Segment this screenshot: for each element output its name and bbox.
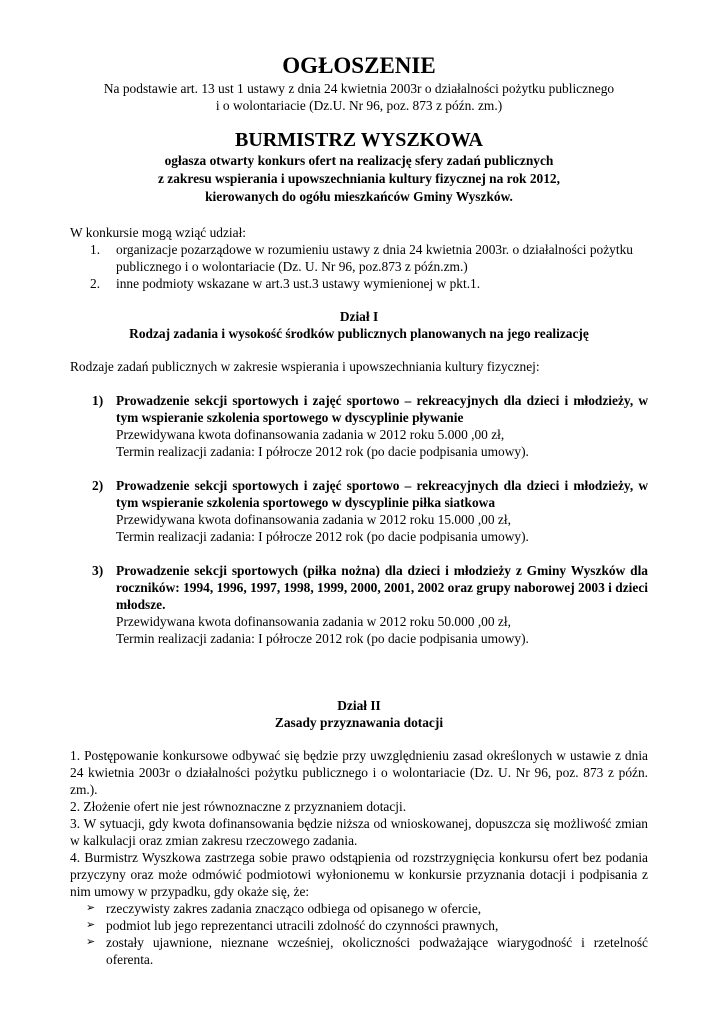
participant-text: inne podmioty wskazane w art.3 ust.3 ustawy wymienionej w pkt.1.	[116, 276, 481, 291]
participant-item	[70, 241, 648, 275]
task-title: Prowadzenie sekcji sportowych i zajęć sportowo – rekreacyjnych dla dzieci i młodzieży, w tym wspieranie szkolenia sportowego w dyscyplinie pływanie	[116, 393, 648, 425]
tasks-intro: Rodzaje zadań publicznych w zakresie wspierania i upowszechniania kultury fizycznej:	[70, 359, 540, 374]
task-deadline: Termin realizacji zadania: I półrocze 2012 rok (po dacie podpisania umowy).	[116, 444, 529, 459]
document-page	[70, 52, 648, 968]
task-deadline: Termin realizacji zadania: I półrocze 2012 rok (po dacie podpisania umowy).	[116, 529, 529, 544]
participant-item	[70, 275, 648, 292]
authority-name: BURMISTRZ WYSZKOWA	[234, 129, 484, 151]
participants-list	[70, 241, 648, 292]
rule-item: 1. Postępowanie konkursowe odbywać się będzie przy uwzględnieniu zasad określonych w ustawie z dnia 24 kwietnia 2003r o działalności pożytku publicznego i o wolontariacie (Dz. U. Nr 96, poz. 873 z późn. zm.).	[70, 748, 648, 797]
participants-intro: W konkursie mogą wziąć udział:	[70, 225, 247, 240]
task-number: 3)	[92, 563, 104, 578]
legal-basis-line-2: i o wolontariacie (Dz.U. Nr 96, poz. 873 z późn. zm.)	[215, 98, 503, 113]
arrow-bullet-icon: ➢	[86, 919, 96, 931]
rules-list	[70, 747, 648, 900]
bullet-text: podmiot lub jego reprezentanci utracili zdolność do czynności prawnych,	[106, 918, 499, 933]
task-amount: Przewidywana kwota dofinansowania zadania w 2012 roku 5.000 ,00 zł,	[116, 427, 505, 442]
bullet-item	[70, 900, 648, 917]
document-title: OGŁOSZENIE	[282, 53, 436, 78]
arrow-bullet-icon: ➢	[86, 902, 96, 914]
task-number: 1)	[92, 393, 104, 408]
task-title: Prowadzenie sekcji sportowych (piłka nożna) dla dzieci i młodzieży z Gminy Wyszków dla roczników: 1994, 1996, 1997, 1998, 1999, 2000, 2001, 2002 oraz grupy naborowej 2003 i dzieci młodsze.	[116, 563, 648, 612]
section1-heading: Dział I	[339, 309, 379, 324]
legal-basis-line-1: Na podstawie art. 13 ust 1 ustawy z dnia 24 kwietnia 2003r o działalności pożytku publicznego	[103, 81, 615, 96]
rule-item: 4. Burmistrz Wyszkowa zastrzega sobie prawo odstąpienia od rozstrzygnięcia konkursu ofert bez podania przyczyny oraz może odmówić podmiotowi wyłonionemu w konkursie przyznania dotacji i podpisania z nim umowy w przypadku, gdy okaże się, że:	[70, 850, 648, 899]
task-item	[70, 477, 648, 545]
announcement-line-1: ogłasza otwarty konkurs ofert na realizację sfery zadań publicznych	[164, 153, 554, 168]
task-item	[70, 392, 648, 460]
participant-number: 1.	[90, 242, 101, 257]
task-number: 2)	[92, 478, 104, 493]
rule-item: 2. Złożenie ofert nie jest równoznaczne z przyznaniem dotacji.	[70, 799, 407, 814]
task-amount: Przewidywana kwota dofinansowania zadania w 2012 roku 50.000 ,00 zł,	[116, 614, 511, 629]
participant-text: organizacje pozarządowe w rozumieniu ustawy z dnia 24 kwietnia 2003r. o działalności pożytku publicznego i o wolontariacie (Dz. U. Nr 96, poz.873 z późn.zm.)	[116, 242, 633, 274]
task-amount: Przewidywana kwota dofinansowania zadania w 2012 roku 15.000 ,00 zł,	[116, 512, 511, 527]
bullet-item	[70, 934, 648, 968]
participant-number: 2.	[90, 276, 101, 291]
bullet-item	[70, 917, 648, 934]
bullet-text: rzeczywisty zakres zadania znacząco odbiega od opisanego w ofercie,	[106, 901, 482, 916]
task-item	[70, 562, 648, 647]
bullet-text: zostały ujawnione, nieznane wcześniej, okoliczności podważające wiarygodność i rzetelność oferenta.	[106, 935, 648, 967]
task-title: Prowadzenie sekcji sportowych i zajęć sportowo – rekreacyjnych dla dzieci i młodzieży, w tym wspieranie szkolenia sportowego w dyscyplinie piłka siatkowa	[116, 478, 648, 510]
section1-subheading: Rodzaj zadania i wysokość środków publicznych planowanych na jego realizację	[129, 326, 589, 341]
rule-item: 3. W sytuacji, gdy kwota dofinansowania będzie niższa od wnioskowanej, dopuszcza się możliwość zmian w kalkulacji oraz zmian zakresu rzeczowego zadania.	[70, 816, 648, 848]
announcement-line-3: kierowanych do ogółu mieszkańców Gminy Wyszków.	[205, 189, 513, 204]
arrow-bullet-icon: ➢	[86, 936, 96, 948]
section2-heading: Dział II	[337, 698, 381, 713]
task-deadline: Termin realizacji zadania: I półrocze 2012 rok (po dacie podpisania umowy).	[116, 631, 529, 646]
announcement-line-2: z zakresu wspierania i upowszechniania kultury fizycznej na rok 2012,	[158, 171, 560, 186]
section2-subheading: Zasady przyznawania dotacji	[274, 715, 444, 730]
refusal-conditions-list	[70, 900, 648, 968]
